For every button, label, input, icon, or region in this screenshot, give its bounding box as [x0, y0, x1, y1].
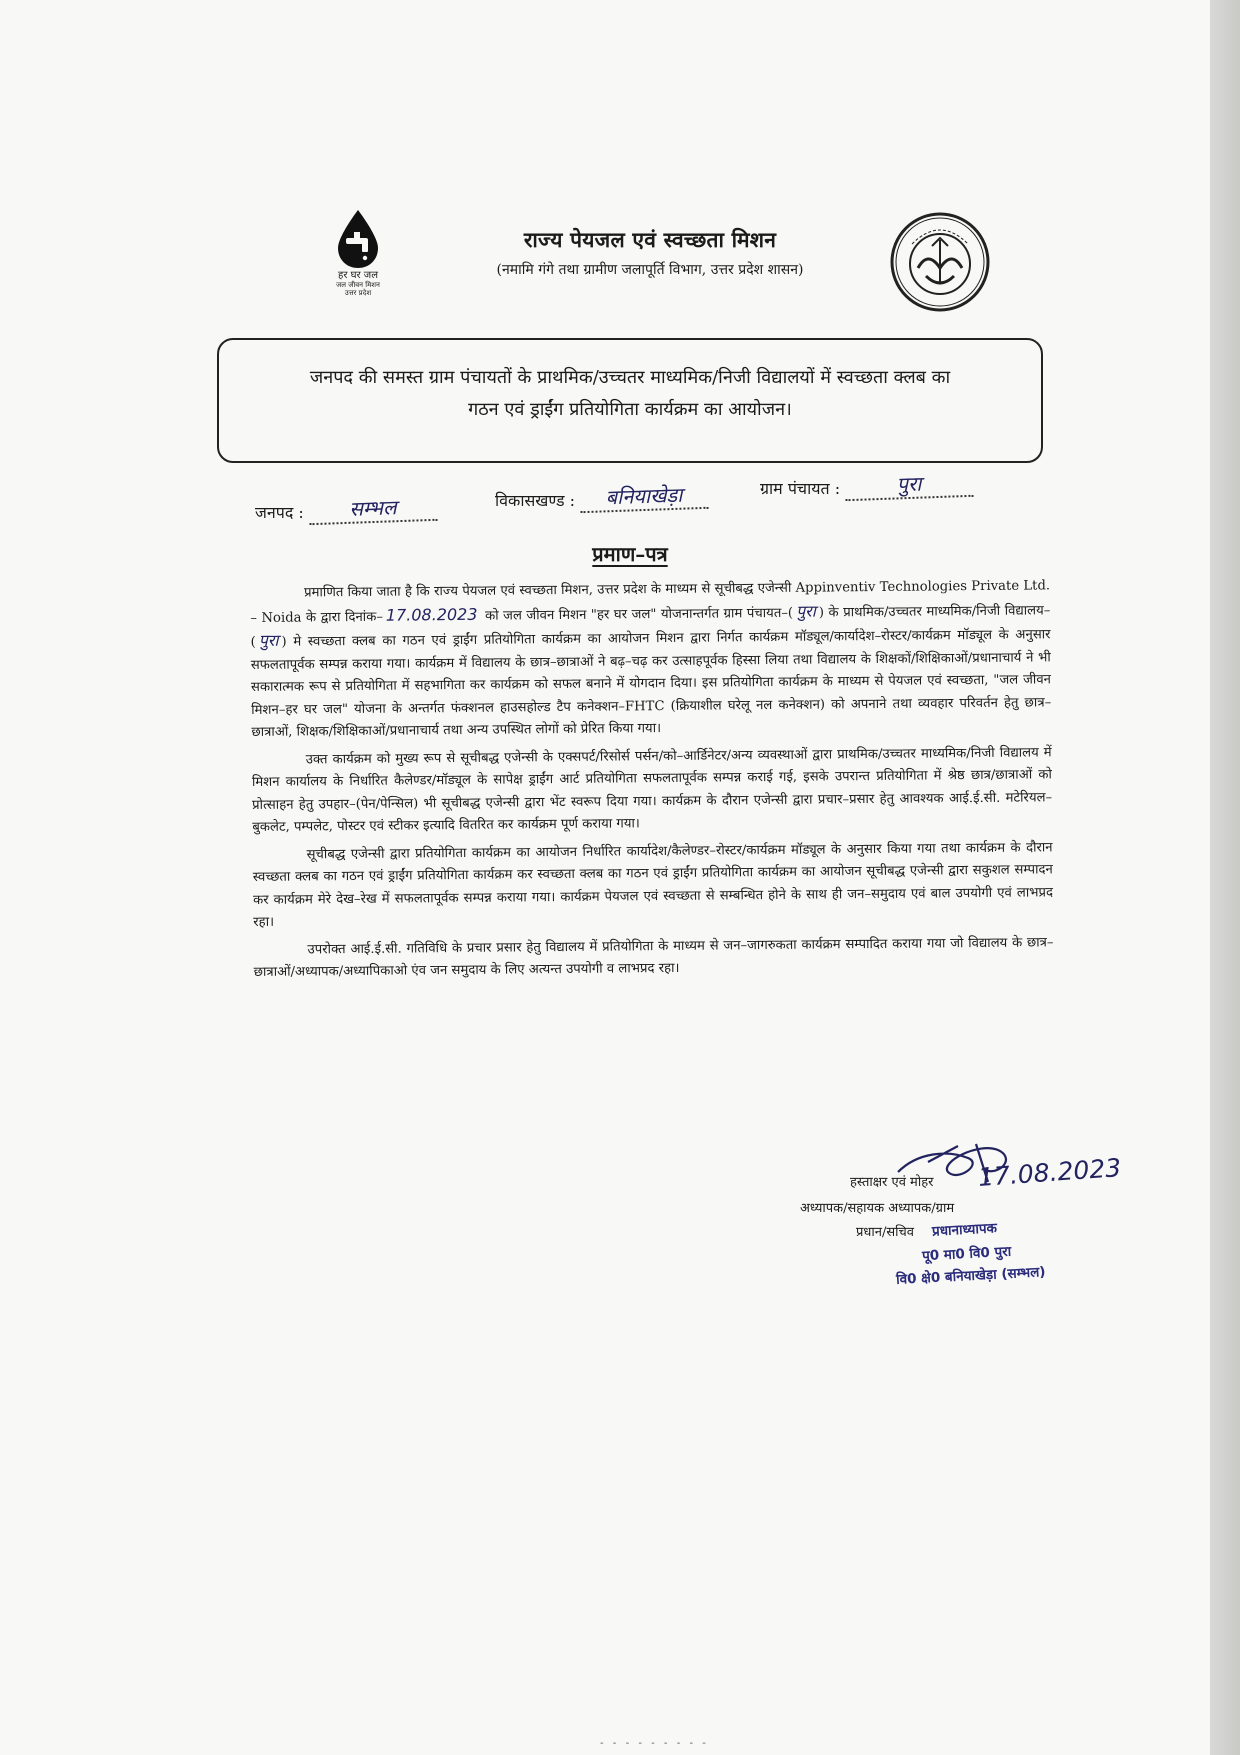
water-drop-tap-icon: [332, 208, 384, 270]
district-label: जनपद :: [255, 503, 304, 522]
panchayat-field: [760, 470, 973, 499]
logo-caption-3: उत्तर प्रदेश: [344, 289, 372, 297]
signature-date: 17.08.2023: [977, 1153, 1122, 1192]
logo-caption-1: हर घर जल: [338, 270, 378, 281]
district-field: [255, 494, 437, 523]
stamp-line-2: पू0 मा0 वि0 पुरा: [921, 1243, 1012, 1265]
up-government-emblem-icon: [888, 210, 992, 314]
subject-box: [217, 338, 1043, 463]
signature-label: हस्ताक्षर एवं मोहर: [850, 1175, 934, 1190]
header-title-block: [420, 226, 880, 279]
certificate-title: प्रमाण–पत्र: [592, 542, 668, 566]
handwritten-panchayat: पुरा: [795, 601, 816, 621]
subject-line-2: गठन एवं ड्राईंग प्रतियोगिता कार्यक्रम का आयोजन।: [468, 399, 792, 420]
signature-block: [800, 1132, 1130, 1302]
body-paragraph-4: उपरोक्त आई.ई.सी. गतिविधि के प्रचार प्रसार हेतु विद्यालय में प्रतियोगिता के माध्यम से जन–जागरुकता कार्यक्रम सम्पादित कराया गया जो विद्यालय के छात्र–छात्राओं/अध्यापक/अध्यापिकाओ एंव जन समुदाय के लिए अत्यन्त उपयोगी व लाभप्रद रहा।: [253, 934, 1054, 980]
body-paragraph-3: सूचीबद्ध एजेन्सी द्वारा प्रतियोगिता कार्यक्रम का आयोजन निर्धारित कार्यादेश/कैलेण्डर–रोस्टर/कार्यक्रम मॉड्यूल के अनुसार किया गया तथा कार्यक्रम के दौरान स्वच्छता क्लब का गठन एवं ड्राईंग प्रतियोगिता कार्यक्रम कर स्वच्छता क्लब का गठन एवं ड्राईंग प्रतियोगिता कार्यक्रम का आयोजन सूचीबद्ध एजेन्सी द्वारा सकुशल सम्पादन कर कार्यक्रम मेरे देख–रेख में सफलतापूर्वक सम्पन्न कराया गया। कार्यक्रम पेयजल एवं स्वच्छता से सम्बन्धित होने के साथ ही जन–समुदाय एवं बाल उपयोगी एवं लाभप्रद रहा।: [252, 839, 1054, 930]
block-field: [495, 482, 708, 511]
signatory-role-1: अध्यापक/सहायक अध्यापक/ग्राम: [800, 1201, 955, 1216]
har-ghar-jal-logo: [318, 208, 398, 318]
block-value: बनियाखेड़ा: [580, 480, 709, 513]
district-value: सम्भल: [308, 492, 437, 525]
page-edge-shadow: [1210, 0, 1240, 1755]
logo-caption-2: जल जीवन मिशन: [336, 281, 380, 289]
block-label: विकासखण्ड :: [495, 491, 576, 510]
subject-line-1: जनपद की समस्त ग्राम पंचायतों के प्राथमिक/उच्चतर माध्यमिक/निजी विद्यालयों में स्वच्छता क्लब का: [309, 367, 951, 388]
handwritten-date: 17.08.2023: [385, 604, 478, 625]
panchayat-value: पुरा: [845, 468, 974, 501]
body-paragraph-1: प्रमाणित किया जाता है कि राज्य पेयजल एवं स्वच्छता मिशन, उत्तर प्रदेश के माध्यम से सूचीबद्ध एजेन्सी Appinventiv Technologies Private Ltd. – Noida के द्वारा दिनांक– 17.08.2023 को जल जीवन मिशन "हर घर जल" योजनान्तर्गत ग्राम पंचायत–( पुरा ) के प्राथमिक/उच्चतर माध्यमिक/निजी विद्यालय–( पुरा ) मे स्वच्छता क्लब का गठन एवं ड्राईंग प्रतियोगिता कार्यक्रम का आयोजन मिशन द्वारा निर्गत कार्यक्रम मॉड्यूल/कार्यादेश–रोस्टर/कार्यक्रम मॉड्यूल के अनुसार सफलतापूर्वक सम्पन्न कराया गया। कार्यक्रम में विद्यालय के छात्र–छात्राओं ने बढ़–चढ़ कर उत्साहपूर्वक हिस्सा लिया तथा विद्यालय के शिक्षकों/शिक्षिकाओं/प्रधानाचार्य ने भी सकारात्मक रूप से प्रतियोगिता में सहभागिता कर कार्यक्रम को सफल बनाने में योगदान दिया। इस प्रतियोगिता कार्यक्रम के माध्यम से पेयजल एवं स्वच्छता, "जल जीवन मिशन–हर घर जल" योजना के अन्तर्गत फंक्शनल हाउसहोल्ड टैप कनेक्शन–FHTC (क्रियाशील घरेलू नल कनेक्शन) को अपनाने तथा व्यवहार परिवर्तन हेतु छात्र–छात्राओं, शिक्षक/शिक्षिकाओं/प्रधानाचार्य तथा अन्य उपस्थित लोगों को प्रेरित किया गया।: [250, 578, 1052, 740]
stamp-line-1: प्रधानाध्यापक: [931, 1220, 998, 1240]
handwritten-school: पुरा: [258, 630, 279, 650]
stamp-line-3: वि0 क्षे0 बनियाखेड़ा (सम्भल): [895, 1264, 1046, 1288]
body-paragraph-2: उक्त कार्यक्रम को मुख्य रूप से सूचीबद्ध एजेन्सी के एक्सपर्ट/रिसोर्स पर्सन/को–आर्डिनेटर/अन्य व्यवस्थाओं द्वारा प्राथमिक/उच्चतर माध्यमिक/निजी विद्यालय में मिशन कार्यालय के निर्धारित कैलेण्डर/मॉड्यूल के सापेक्ष ड्राईंग आर्ट प्रतियोगिता सफलतापूर्वक सम्पन्न कराई गई, इसके उपरान्त प्रतियोगिता में श्रेष्ठ छात्र/छात्राओं को प्रोत्साहन हेतु उपहार–(पेन/पेन्सिल) भी सूचीबद्ध एजेन्सी द्वारा भेंट स्वरूप दिया गया। कार्यक्रम के दौरान एजेन्सी द्वारा प्रचार–प्रसार हेतु आवश्यक आई.ई.सी. मटेरियल–बुकलेट, पम्पलेट, पोस्टर एवं स्टीकर इत्यादि वितरित कर कार्यक्रम पूर्ण कराया गया।: [251, 744, 1053, 835]
bottom-edge-marks: ‑ ‑ ‑ ‑ ‑ ‑ ‑ ‑ ‑: [600, 1738, 709, 1749]
mission-title: राज्य पेयजल एवं स्वच्छता मिशन: [523, 227, 777, 252]
signatory-role-2: प्रधान/सचिव: [856, 1225, 914, 1240]
mission-subtitle: (नमामि गंगे तथा ग्रामीण जलापूर्ति विभाग, उत्तर प्रदेश शासन): [496, 262, 804, 278]
panchayat-label: ग्राम पंचायत :: [760, 479, 841, 498]
certificate-body: [250, 575, 1054, 989]
